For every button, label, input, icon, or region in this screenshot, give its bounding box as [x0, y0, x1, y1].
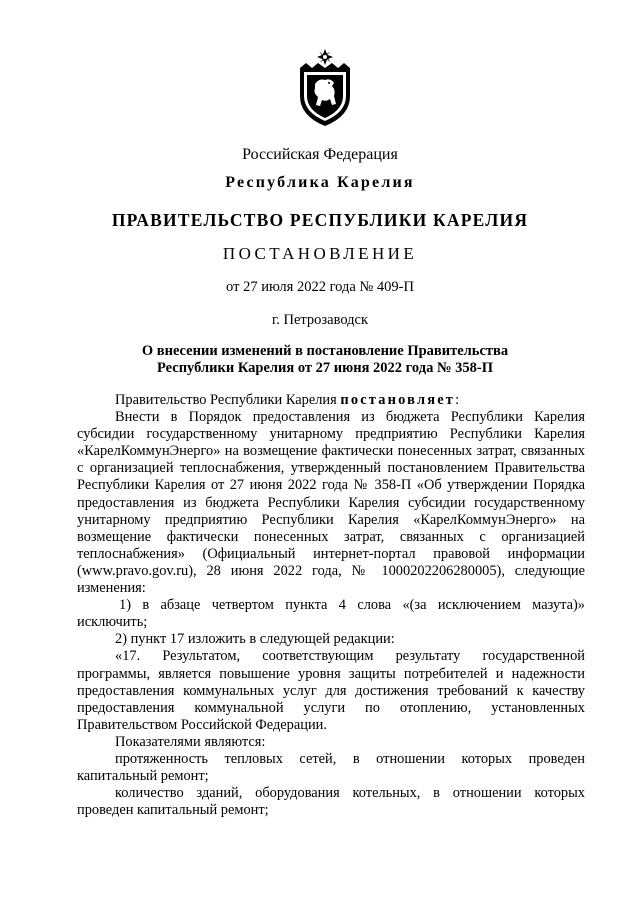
- indicator-item-2: количество зданий, оборудования котельных, в отношении которых проведен капитальный ремонт;: [77, 785, 585, 819]
- intro-paragraph: [77, 392, 585, 409]
- intro-verb: постановляет: [340, 392, 456, 408]
- subject-line-2: Республики Карелия от 27 июня 2022 года № 358-П: [156, 360, 493, 376]
- government-title: ПРАВИТЕЛЬСТВО РЕСПУБЛИКИ КАРЕЛИЯ: [111, 210, 529, 230]
- document-type: ПОСТАНОВЛЕНИЕ: [222, 244, 418, 263]
- amendment-item-2: 2) пункт 17 изложить в следующей редакции:: [115, 631, 395, 648]
- document-body: [77, 392, 585, 819]
- document-city: г. Петрозаводск: [271, 312, 369, 328]
- subject-line-1: О внесении изменений в постановление Правительства: [141, 343, 509, 359]
- indicators-heading: Показателями являются:: [115, 733, 266, 750]
- amendment-item-1: 1) в абзаце четвертом пункта 4 слова «(за исключением мазута)» исключить;: [77, 597, 585, 631]
- quoted-paragraph-17: «17. Результатом, соответствующим результату государственной программы, является повышение уровня защиты потребителей и надежности предоставления коммунальных услуг для достижения требований к качеству предоставления коммунальной услуги по отоплению, установленных Правительством Российской Федерации.: [77, 648, 585, 733]
- republic-name: Республика Карелия: [225, 174, 415, 191]
- intro-text: Правительство Республики Карелия: [115, 392, 341, 408]
- intro-colon: :: [455, 392, 460, 408]
- document-date-number: от 27 июля 2022 года № 409-П: [226, 279, 414, 295]
- document-subject: [120, 343, 530, 377]
- karelia-coat-of-arms-icon: [296, 48, 354, 128]
- country-name: Российская Федерация: [242, 146, 398, 163]
- amendment-paragraph: Внести в Порядок предоставления из бюджета Республики Карелия субсидии государственному унитарному предприятию Республики Карелия «КарелКоммунЭнерго» на возмещение фактически понесенных затрат, связанных с организацией теплоснабжения, утвержденный постановлением Правительства Республики Карелия от 27 июня 2022 года № 358-П «Об утверждении Порядка предоставления из бюджета Республики Карелия субсидии государственному унитарному предприятию Республики Карелия «КарелКоммунЭнерго» на возмещение фактически понесенных затрат, связанных с организацией теплоснабжения» (Официальный интернет-портал правовой информации (www.pravo.gov.ru), 28 июня 2022 года, № 1000202206280005), следующие изменения:: [77, 409, 585, 597]
- indicator-item-1: протяженность тепловых сетей, в отношении которых проведен капитальный ремонт;: [77, 750, 585, 785]
